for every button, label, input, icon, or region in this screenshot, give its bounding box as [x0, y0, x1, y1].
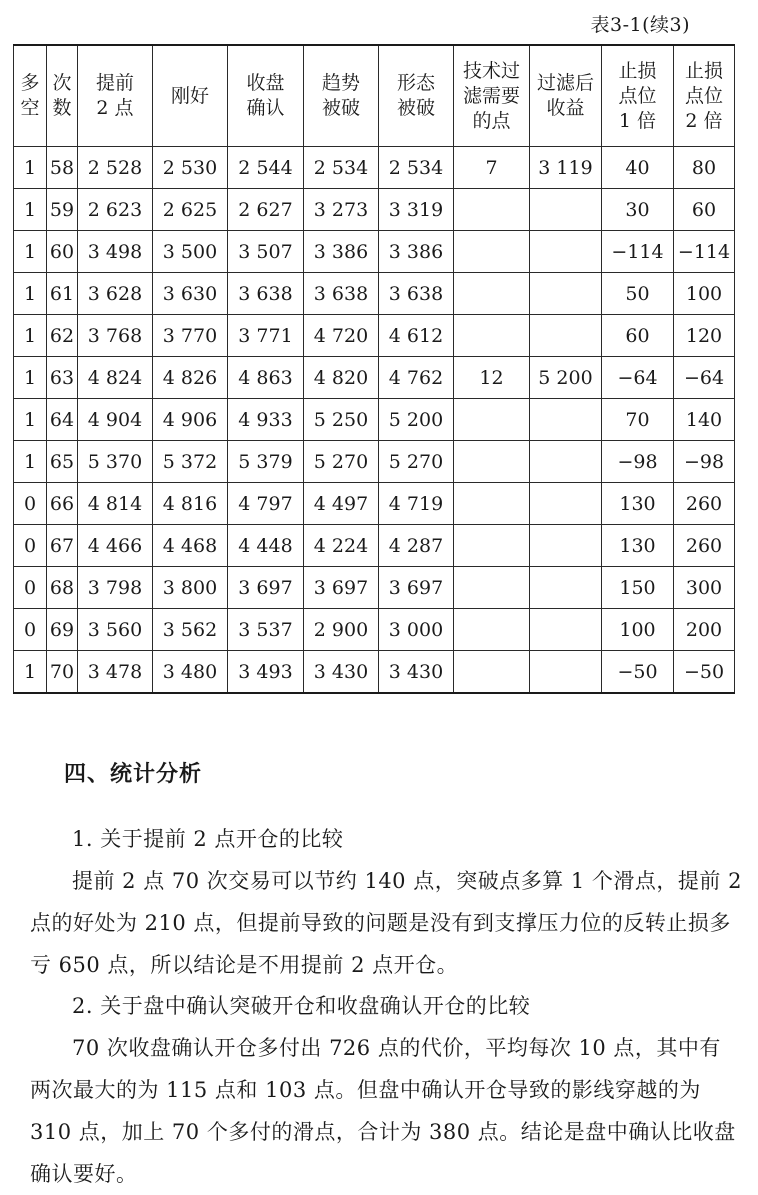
table-cell: 5 370: [78, 441, 153, 483]
column-header-line: 确认: [246, 97, 285, 119]
column-header-line: 形态: [396, 72, 435, 94]
table-cell: 4 814: [78, 483, 153, 525]
table-cell: 3 770: [153, 315, 228, 357]
table-row: [14, 399, 735, 441]
table-cell: 4 762: [379, 357, 454, 399]
table-cell: 4 224: [304, 525, 379, 567]
table-cell: 40: [602, 147, 674, 189]
table-cell: 4 820: [304, 357, 379, 399]
table-cell: 2 534: [379, 147, 454, 189]
table-cell: 130: [602, 525, 674, 567]
table-cell: 5 270: [304, 441, 379, 483]
column-header-line: 多: [20, 72, 40, 94]
table-cell: 64: [47, 399, 78, 441]
table-cell: 12: [454, 357, 530, 399]
table-cell: 61: [47, 273, 78, 315]
table-cell: 3 430: [379, 651, 454, 694]
table-cell: 5 372: [153, 441, 228, 483]
table-cell: 3 697: [228, 567, 304, 609]
table-cell: 1: [14, 315, 47, 357]
table-cell: 4 904: [78, 399, 153, 441]
column-header: [47, 45, 78, 147]
table-cell: 3 638: [228, 273, 304, 315]
table-cell: [530, 273, 602, 315]
column-header: [14, 45, 47, 147]
table-cell: 4 287: [379, 525, 454, 567]
column-header-line: 空: [20, 97, 40, 119]
table-row: [14, 567, 735, 609]
table-cell: [454, 483, 530, 525]
table-cell: 5 270: [379, 441, 454, 483]
table-cell: 140: [674, 399, 735, 441]
column-header: [153, 45, 228, 147]
table-cell: 3 638: [304, 273, 379, 315]
section-title: 四、统计分析: [64, 762, 203, 787]
table-cell: 69: [47, 609, 78, 651]
table-row: [14, 147, 735, 189]
subsection-heading-2: 2. 关于盘中确认突破开仓和收盘确认开仓的比较: [72, 994, 531, 1018]
table-cell: 3 480: [153, 651, 228, 694]
table-cell: 58: [47, 147, 78, 189]
table-cell: 7: [454, 147, 530, 189]
table-cell: 3 430: [304, 651, 379, 694]
column-header-line: 2 点: [96, 97, 134, 119]
column-header-line: 数: [52, 97, 72, 119]
table-cell: 4 448: [228, 525, 304, 567]
table-body: [14, 147, 735, 694]
table-cell: 1: [14, 189, 47, 231]
table-cell: 65: [47, 441, 78, 483]
table-cell: 4 466: [78, 525, 153, 567]
table-row: [14, 441, 735, 483]
table-cell: 4 906: [153, 399, 228, 441]
table-cell: 3 771: [228, 315, 304, 357]
table-cell: 3 697: [379, 567, 454, 609]
table-cell: 5 200: [379, 399, 454, 441]
table-cell: [530, 399, 602, 441]
table-cell: 67: [47, 525, 78, 567]
table-cell: 300: [674, 567, 735, 609]
table-cell: 1: [14, 441, 47, 483]
table-cell: 2 530: [153, 147, 228, 189]
column-header-line: 被破: [396, 97, 435, 119]
table-row: [14, 273, 735, 315]
table-cell: 68: [47, 567, 78, 609]
paragraph-2: 70 次收盘确认开仓多付出 726 点的代价，平均每次 10 点，其中有两次最大的为 115 点和 103 点。但盘中确认开仓导致的影线穿越的为 310 点，加上 70 个多付的滑点，合计为 380 点。结论是盘中确认比收盘确认要好。: [30, 1036, 736, 1186]
table-cell: 62: [47, 315, 78, 357]
table-row: [14, 525, 735, 567]
table-row: [14, 651, 735, 694]
table-cell: 200: [674, 609, 735, 651]
table-cell: [530, 651, 602, 694]
table-cell: 63: [47, 357, 78, 399]
column-header-line: 2 倍: [685, 109, 723, 132]
table-cell: 4 612: [379, 315, 454, 357]
table-cell: 3 500: [153, 231, 228, 273]
table-cell: 3 498: [78, 231, 153, 273]
table-cell: [530, 525, 602, 567]
table-cell: [454, 609, 530, 651]
table-cell: 100: [674, 273, 735, 315]
table-cell: 4 497: [304, 483, 379, 525]
table-cell: 1: [14, 399, 47, 441]
table-cell: 4 863: [228, 357, 304, 399]
column-header-line: 1 倍: [618, 109, 657, 132]
table-cell: 1: [14, 147, 47, 189]
table-cell: 3 697: [304, 567, 379, 609]
table-cell: 1: [14, 273, 47, 315]
column-header-line: 收益: [546, 97, 585, 119]
table-cell: 3 562: [153, 609, 228, 651]
table-cell: −64: [602, 357, 674, 399]
column-header: [228, 45, 304, 147]
table-cell: 130: [602, 483, 674, 525]
column-header: [602, 45, 674, 147]
table-cell: 100: [602, 609, 674, 651]
trade-table: [13, 44, 735, 694]
table-cell: 4 826: [153, 357, 228, 399]
table-cell: [454, 567, 530, 609]
table-cell: [530, 441, 602, 483]
table-cell: 4 720: [304, 315, 379, 357]
column-header: [304, 45, 379, 147]
table-cell: 80: [674, 147, 735, 189]
table-cell: 4 797: [228, 483, 304, 525]
table-cell: 59: [47, 189, 78, 231]
table-header: [14, 45, 735, 147]
table-cell: −50: [674, 651, 735, 694]
table-row: [14, 231, 735, 273]
table-cell: 4 468: [153, 525, 228, 567]
table-cell: 0: [14, 525, 47, 567]
table-cell: 2 544: [228, 147, 304, 189]
table-cell: 5 250: [304, 399, 379, 441]
table-cell: [454, 525, 530, 567]
paragraph-1: 提前 2 点 70 次交易可以节约 140 点，突破点多算 1 个滑点，提前 2 点的好处为 210 点，但提前导致的问题是没有到支撑压力位的反转止损多亏 650 点，所以结论是不用提前 2 点开仓。: [30, 869, 742, 977]
column-header: [78, 45, 153, 147]
column-header-line: 的点: [472, 109, 511, 132]
table-cell: [530, 231, 602, 273]
table-cell: [530, 483, 602, 525]
table-cell: 5 200: [530, 357, 602, 399]
column-header-line: 刚好: [170, 84, 209, 107]
table-cell: 60: [602, 315, 674, 357]
column-header: [530, 45, 602, 147]
column-header: [674, 45, 735, 147]
column-header-line: 止损: [618, 59, 657, 82]
table-cell: 260: [674, 525, 735, 567]
table-cell: 3 638: [379, 273, 454, 315]
table-cell: [454, 651, 530, 694]
table-cell: −98: [674, 441, 735, 483]
table-cell: 260: [674, 483, 735, 525]
table-cell: 3 628: [78, 273, 153, 315]
table-cell: 2 528: [78, 147, 153, 189]
table-cell: 30: [602, 189, 674, 231]
table-cell: [454, 231, 530, 273]
table-cell: [530, 609, 602, 651]
column-header: [379, 45, 454, 147]
table-cell: 3 768: [78, 315, 153, 357]
table-row: [14, 609, 735, 651]
column-header-line: 趋势: [321, 72, 360, 94]
table-cell: 0: [14, 609, 47, 651]
table-cell: 3 493: [228, 651, 304, 694]
table-cell: [530, 567, 602, 609]
table-cell: 1: [14, 231, 47, 273]
table-cell: [454, 189, 530, 231]
table-row: [14, 483, 735, 525]
table-cell: 3 273: [304, 189, 379, 231]
table-cell: 60: [674, 189, 735, 231]
column-header-line: 提前: [95, 72, 134, 94]
table-cell: 5 379: [228, 441, 304, 483]
table-cell: [530, 189, 602, 231]
column-header-line: 收盘: [246, 72, 285, 94]
table-cell: 50: [602, 273, 674, 315]
table-cell: [454, 273, 530, 315]
table-cell: 4 824: [78, 357, 153, 399]
table-caption: 表3-1(续3): [590, 14, 690, 36]
table-cell: 3 119: [530, 147, 602, 189]
table-cell: 4 719: [379, 483, 454, 525]
table-cell: 2 627: [228, 189, 304, 231]
table-cell: 3 478: [78, 651, 153, 694]
table-cell: [530, 315, 602, 357]
table-row: [14, 357, 735, 399]
table-cell: 3 537: [228, 609, 304, 651]
column-header-line: 被破: [321, 97, 360, 119]
table-cell: 0: [14, 483, 47, 525]
column-header-line: 滤需要: [462, 84, 520, 107]
table-cell: 2 623: [78, 189, 153, 231]
column-header-line: 技术过: [462, 59, 520, 82]
column-header-line: 点位: [618, 84, 657, 107]
column-header-line: 次: [52, 72, 72, 94]
table-cell: 60: [47, 231, 78, 273]
header-row: [14, 45, 735, 147]
table-cell: 3 386: [304, 231, 379, 273]
table-cell: [454, 315, 530, 357]
table-cell: 2 534: [304, 147, 379, 189]
column-header-line: 止损: [684, 59, 723, 82]
table-cell: 1: [14, 651, 47, 694]
column-header-line: 过滤后: [536, 72, 594, 94]
table-cell: −114: [602, 231, 674, 273]
table-cell: 2 900: [304, 609, 379, 651]
table-cell: 4 816: [153, 483, 228, 525]
table-row: [14, 315, 735, 357]
table-cell: 120: [674, 315, 735, 357]
table-cell: 1: [14, 357, 47, 399]
table-cell: 66: [47, 483, 78, 525]
column-header: [454, 45, 530, 147]
table-cell: −50: [602, 651, 674, 694]
table-cell: 2 625: [153, 189, 228, 231]
table-cell: 0: [14, 567, 47, 609]
table-cell: 150: [602, 567, 674, 609]
table-cell: 3 507: [228, 231, 304, 273]
table-cell: 70: [47, 651, 78, 694]
column-header-line: 点位: [684, 84, 723, 107]
table-cell: −114: [674, 231, 735, 273]
table-cell: 3 800: [153, 567, 228, 609]
table-cell: 3 560: [78, 609, 153, 651]
table-cell: 4 933: [228, 399, 304, 441]
table-cell: −98: [602, 441, 674, 483]
table-cell: 70: [602, 399, 674, 441]
table-cell: [454, 399, 530, 441]
table-cell: [454, 441, 530, 483]
subsection-heading-1: 1. 关于提前 2 点开仓的比较: [72, 827, 344, 851]
table-cell: 3 386: [379, 231, 454, 273]
table-cell: −64: [674, 357, 735, 399]
table-cell: 3 000: [379, 609, 454, 651]
table-cell: 3 630: [153, 273, 228, 315]
table-cell: 3 319: [379, 189, 454, 231]
table-cell: 3 798: [78, 567, 153, 609]
table-row: [14, 189, 735, 231]
